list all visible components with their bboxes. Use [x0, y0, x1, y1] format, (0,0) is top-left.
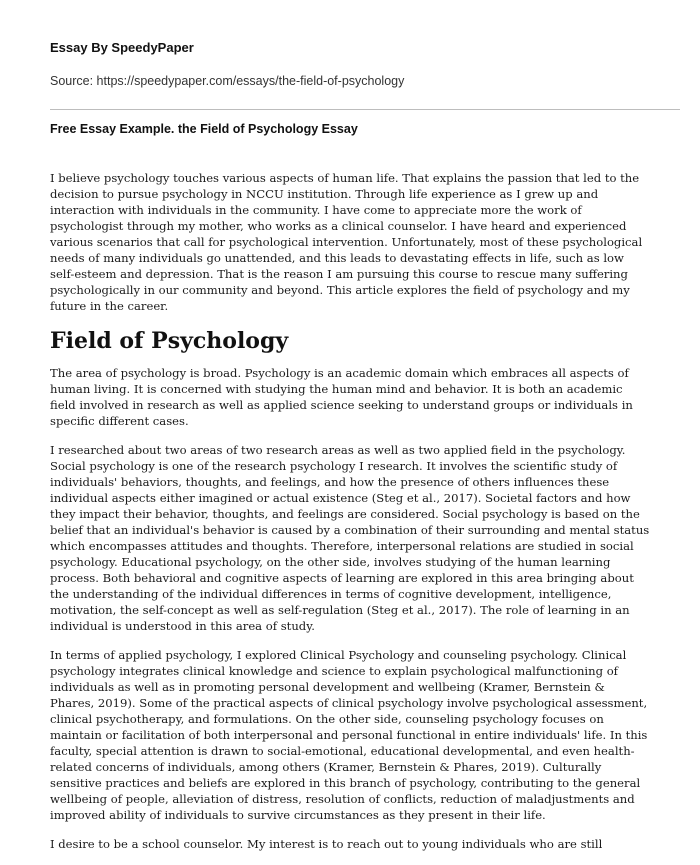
brand-label: Essay By SpeedyPaper [50, 40, 194, 55]
essay-body [50, 170, 650, 865]
essay-title: Free Essay Example. the Field of Psychology Essay [50, 122, 358, 136]
body-paragraph: The area of psychology is broad. Psychology is an academic domain which embraces all aspects of human living. It is concerned with studying the human mind and behavior. It is both an academic field involved in research as well as applied science seeking to understand groups or individuals in specific different cases. [50, 366, 633, 428]
source-line: Source: https://speedypaper.com/essays/the-field-of-psychology [50, 74, 405, 88]
document-header [50, 40, 660, 88]
header-divider [50, 109, 680, 110]
section-heading: Field of Psychology [50, 328, 289, 354]
body-paragraph: I researched about two areas of two research areas as well as two applied field in the psychology. Social psychology is one of the research psychology I research. It involves the scientific study of individuals' behaviors, thoughts, and feelings, and how the presence of others influences these individual aspects either imagined or actual existence (Steg et al., 2017). Societal factors and how they impact their behavior, thoughts, and feelings are considered. Social psychology is based on the belief that an individual's behavior is caused by a combination of their surrounding and mental status which encompasses attitudes and thoughts. Therefore, interpersonal relations are studied in social psychology. Educational psychology, on the other side, involves studying of the human learning process. Both behavioral and cognitive aspects of learning are explored in this area bringing about the understanding of the individual differences in terms of cognitive development, intelligence, motivation, the self-concept as well as self-regulation (Steg et al., 2017). The role of learning in an individual is understood in this area of study. [50, 443, 650, 633]
intro-paragraph: I believe psychology touches various aspects of human life. That explains the passion that led to the decision to pursue psychology in NCCU institution. Through life experience as I grew up and interaction with individuals in the community. I have come to appreciate more the work of psychologist through my mother, who works as a clinical counselor. I have heard and experienced various scenarios that call for psychological intervention. Unfortunately, most of these psychological needs of many individuals go unattended, and this leads to devastating effects in life, such as low self-esteem and depression. That is the reason I am pursuing this course to rescue many suffering psychologically in our community and beyond. This article explores the field of psychology and my future in the career. [50, 171, 643, 313]
body-paragraph: I desire to be a school counselor. My interest is to reach out to young individuals who are still [50, 837, 603, 851]
body-paragraph: In terms of applied psychology, I explored Clinical Psychology and counseling psychology. Clinical psychology integrates clinical knowledge and science to explain psychological malfunctioning of individuals as well as in promoting personal development and wellbeing (Kramer, Bernstein & Phares, 2019). Some of the practical aspects of clinical psychology involve psychological assessment, clinical psychotherapy, and formulations. On the other side, counseling psychology focuses on maintain or facilitation of both interpersonal and personal functional in entire individuals' life. In this faculty, special attention is drawn to social-emotional, educational developmental, and even health-related concerns of individuals, among others (Kramer, Bernstein & Phares, 2019). Culturally sensitive practices and beliefs are explored in this branch of psychology, contributing to the general wellbeing of people, alleviation of distress, resolution of conflicts, reduction of maladjustments and improved ability of individuals to survive circumstances as they present in their life. [50, 648, 648, 822]
